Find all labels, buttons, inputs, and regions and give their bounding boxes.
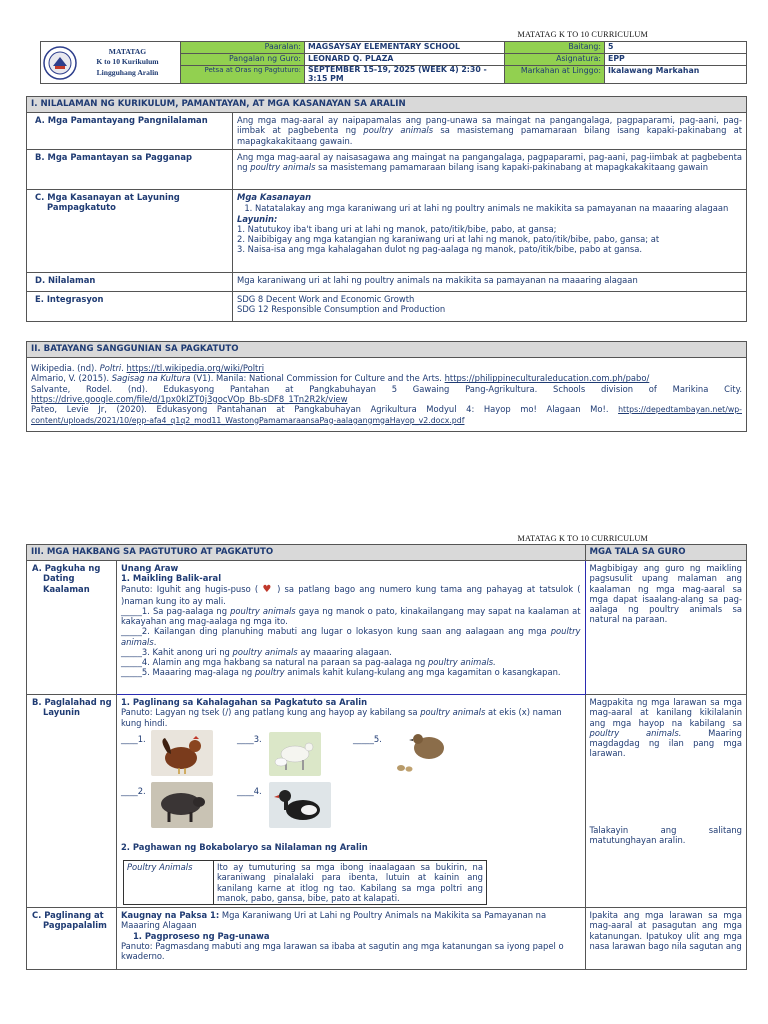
balik-aral-item-2: _____2. Kailangan ding planuhing mabuti ang lugar o lokasyon kung saan ang aalagaan ang mga poultry animals. [120, 626, 581, 647]
heart-icon: ♥ [262, 583, 273, 595]
paaralan-label: Paaralan: [181, 42, 305, 54]
layunin-2: 2. Naibibigay ang mga katangian ng karaniwang uri at lahi ng manok, pato/itik/bibe, pabo, gansa; at [237, 234, 660, 244]
paglinang-title: 1. Paglinang sa Kahalagahan sa Pagkatuto sa Aralin [120, 697, 368, 707]
duck-image [269, 782, 331, 828]
blank-5: _____5. [352, 733, 382, 744]
markahan-label: Markahan at Linggo: [505, 66, 605, 84]
section-2-heading: II. BATAYANG SANGGUNIAN SA PAGKATUTO [27, 342, 747, 358]
balik-aral-title: 1. Maikling Balik-aral [120, 573, 222, 584]
reference-1-link[interactable]: https://tl.wikipedia.org/wiki/Poltri [126, 363, 265, 373]
goat-image [269, 732, 321, 776]
blank-2: ____2. [120, 785, 146, 796]
integrasyon-label: E. Integrasyon [27, 292, 233, 322]
reference-4-link[interactable]: https://depedtambayan.net/wp-content/uploads/2021/10/epp-afa4_q1q2_mod11_WastongPamamaraansaPag-aalagangmgaHayop_v2.docx.pdf [31, 405, 742, 425]
pagproseso-panuto: Panuto: Pagmasdang mabuti ang mga larawan sa ibaba at sagutin ang mga katanungan sa iyong papel o kwaderno. [120, 940, 564, 961]
kasanayan-item: 1. Natatalakay ang mga karaniwang uri at lahi ng poultry animals ne makikita sa pamayanan na maaaring alagaan [255, 203, 742, 213]
reference-2: Almario, V. (2015). Sagisag na Kultura (V1). Manila: National Commission for Culture and the Arts. https://philippineculturaleducation.com.ph/pabo/ [31, 373, 650, 384]
curriculum-label: MATATAG K TO 10 CURRICULUM [517, 30, 648, 39]
animal-grid [121, 728, 581, 832]
nilalaman-text: Mga karaniwang uri at lahi ng poultry animals na makikita sa pamayanan na maaaring alagaan [233, 273, 747, 292]
chicken-image [151, 730, 213, 776]
layunin-title: Layunin: [237, 213, 278, 224]
pamantayang-pangnilalaman-text: Ang mga mag-aaral ay naipapamalas ang pang-unawa sa maingat na pangangalaga, pagpaparami, pag-aani, pag-iimbak at pagbebenta ng poultry animals sa masistemang pamamaraan bilang isang kapaki-pakinabang at mapagkakakitaang gawain. [233, 113, 747, 150]
vocab-term: Poultry Animals [123, 861, 213, 905]
pagkuha-content [116, 561, 585, 695]
paglinang-panuto: Panuto: Lagyan ng tsek (/) ang patlang kung ang hayop ay kabilang sa poultry animals at ekis (x) naman kung hindi. [120, 707, 562, 728]
layunin-1: 1. Natutukoy iba't ibang uri at lahi ng manok, pato/itik/bibe, pabo, at gansa; [237, 223, 557, 234]
blank-4: ____4. [236, 785, 262, 796]
asignatura-value: EPP [605, 54, 747, 66]
header-table [40, 41, 747, 84]
reference-3-link[interactable]: https://drive.google.com/file/d/1px0kIZT0j3gocVOp_Bb-sDF8_1Tn2R2k/view [31, 393, 348, 404]
notes-heading: MGA TALA SA GURO [585, 545, 747, 561]
nilalaman-label: D. Nilalaman [27, 273, 233, 292]
reference-1: Wikipedia. (nd). Poltri. https://tl.wikipedia.org/wiki/Poltri [31, 363, 265, 373]
pagproseso-title: 1. Pagproseso ng Pag-unawa [132, 930, 270, 941]
baitang-value: 5 [605, 42, 747, 54]
unang-araw: Unang Araw [120, 563, 179, 573]
pamantayan-pagganap-label: B. Mga Pamantayan sa Pagganap [27, 150, 233, 190]
blank-1: ____1. [120, 733, 146, 744]
balik-aral-item-3: _____3. Kahit anong uri ng poultry animals ay maaaring alagaan. [120, 646, 392, 657]
section-1-table [26, 96, 747, 322]
paglalahad-content [116, 695, 585, 908]
blank-3: ____3. [236, 733, 262, 744]
pig-image [151, 782, 213, 828]
guro-value: LEONARD Q. PLAZA [305, 54, 505, 66]
section-2-table [26, 341, 747, 432]
pagkuha-label: A. Pagkuha ng Dating Kaalaman [27, 561, 117, 695]
petsa-value: SEPTEMBER 15-19, 2025 (WEEK 4) 2:30 - 3:15 PM [305, 66, 505, 84]
header-logo-cell [41, 42, 181, 84]
vocab-definition: Ito ay tumuturing sa mga ibong inaalagaan sa bukirin, na karaniwang pinalalaki para ibenta, lutuin at kainin ang kanilang karne at itlog ng tao. Kabilang sa mga poltri ang manok, pabo, gansa, bibe, pato at kalapati. [213, 861, 486, 905]
balik-aral-item-5: _____5. Maaaring mag-alaga ng poultry animals kahit kulang-kulang ang mga kagamitan o kasangkapan. [120, 667, 561, 678]
section-3-table [26, 544, 747, 970]
bokabolaryo-title: 2. Paghawan ng Bokabolaryo sa Nilalaman ng Aralin [120, 841, 368, 852]
paaralan-value: MAGSAYSAY ELEMENTARY SCHOOL [305, 42, 505, 54]
curriculum-label-2: MATATAG K TO 10 CURRICULUM [517, 534, 648, 543]
header-title-2: K to 10 Kurikulum [96, 57, 159, 67]
paglinang-note: Ipakita ang mga larawan sa mga mag-aaral at pasagutan ang mga katanungan. Ipatukoy ulit ang mga nasa larawan bago nila sagutan ang [585, 908, 747, 970]
kasanayan-layunin-label: C. Mga Kasanayan at Layuning Pampagkatuto [27, 190, 233, 273]
reference-4: Pateo, Levie Jr, (2020). Edukasyong Pantahanan at Pangkabuhayan Agrikultura Modyul 4: Hayop mo! Alagaan Mo!. https://depedtambayan.net/wp-content/uploads/2021/10/epp-afa4_q1q2_mod11_WastongPamamaraansaPag-aalagangmgaHayop_v2.docx.pdf [31, 404, 742, 425]
reference-3: Salvante, Rodel. (nd). Edukasyong Pantahan at Pangkabuhayan 5 Gawaing Pang-Agrikultura. Schools division of Marikina City. https://drive.google.com/file/d/1px0kIZT0j3gocVOp_Bb-sDF8_1Tn2R2k/view [31, 383, 742, 404]
layunin-3: 3. Naisa-isa ang mga kahalagahan dulot ng pag-aalaga ng manok, pato/itik/bibe, pabo at gansa. [237, 244, 643, 255]
paglinang-content [116, 908, 585, 970]
kasanayan-layunin-text [233, 190, 747, 273]
balik-aral-item-4: _____4. Alamin ang mga hakbang sa natural na paraan sa pag-aalaga ng poultry animals. [120, 657, 496, 668]
kasanayan-title: Mga Kasanayan [237, 192, 312, 202]
balik-aral-item-1: _____1. Sa pag-aalaga ng poultry animals gaya ng manok o pato, kinakailangang may sapat na kaalaman at kakayahan ang mag-aalaga ng mga ito. [120, 605, 581, 627]
paglinang-label: C. Paglinang at Pagpapalalim [27, 908, 117, 970]
header-title-3: Lingguhang Aralin [96, 67, 159, 77]
integrasyon-text: SDG 8 Decent Work and Economic Growth SDG 12 Responsible Consumption and Production [233, 292, 747, 322]
pagkuha-note: Magbibigay ang guro ng maikling pagsusulit upang malaman ang kaalaman ng mga mag-aaral sa mga dapat isaalang-alang sa pag-aalaga ng poultry animals sa natural na paraan. [585, 561, 747, 695]
paglalahad-note-1: Magpakita ng mga larawan sa mga mag-aaral at kanilang kikilalanin ang mga hayop na kabilang sa poultry animals. Maaring magdagdag ng ilan pang mga larawan. [589, 697, 742, 759]
section-1-heading: I. NILALAMAN NG KURIKULUM, PAMANTAYAN, AT MGA KASANAYAN SA ARALIN [27, 97, 747, 113]
baitang-label: Baitang: [505, 42, 605, 54]
kaugnay-paksa: Kaugnay na Paksa 1: Mga Karaniwang Uri at Lahi ng Poultry Animals na Makikita sa Pamayanan na Maaaring Alagaan [120, 910, 547, 931]
vocab-table [123, 860, 487, 905]
petsa-label: Petsa at Oras ng Pagtuturo: [181, 66, 305, 84]
pamantayang-pangnilalaman-label: A. Mga Pamantayang Pangnilalaman [27, 113, 233, 150]
guro-label: Pangalan ng Guro: [181, 54, 305, 66]
deped-seal-icon [43, 46, 77, 80]
balik-aral-panuto: Panuto: Iguhit ang hugis-puso ( ♥ ) sa patlang bago ang numero kung tama ang pahayag at tatsulok ( )naman kung ito ay mali. [120, 583, 581, 606]
asignatura-label: Asignatura: [505, 54, 605, 66]
references-cell [27, 358, 747, 432]
markahan-value: Ikalawang Markahan [605, 66, 747, 84]
paglalahad-label: B. Paglalahad ng Layunin [27, 695, 117, 908]
pamantayan-pagganap-text: Ang mga mag-aaral ay naisasagawa ang maingat na pangangalaga, pagpaparami, pag-aani, pag-iimbak at pagbebenta ng poultry animals sa masistemang pamamaraan bilang isang kapaki-pakinabang at mapagkakakitaang gawain [233, 150, 747, 190]
section-3-heading: III. MGA HAKBANG SA PAGTUTURO AT PAGKATUTO [27, 545, 586, 561]
paglalahad-note [585, 695, 747, 908]
paglalahad-note-2: Talakayin ang salitang matutunghayan aralin. [589, 825, 742, 846]
header-title-1: MATATAG [108, 47, 147, 57]
reference-2-link[interactable]: https://philippineculturaleducation.com.ph/pabo/ [444, 373, 650, 384]
quail-image [393, 728, 457, 774]
